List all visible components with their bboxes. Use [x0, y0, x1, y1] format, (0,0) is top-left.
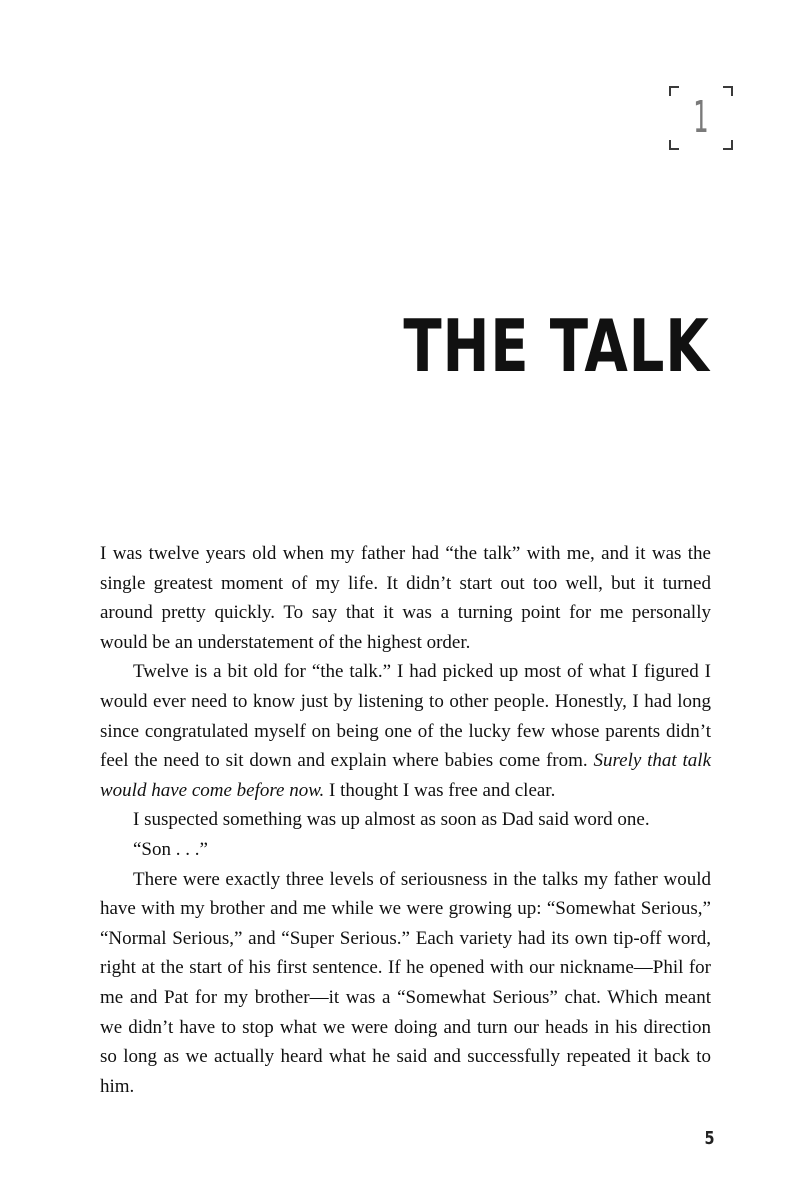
- paragraph-4: “Son . . .”: [133, 838, 208, 860]
- paragraph-2-text-start: Twelve is a bit old for “the talk.” I had picked up most of what I figured I would ever need to know just by listening to other people. Honestly, I had long since congratulated myself on being one of the lucky few whose parents didn’t feel the need to sit down and explain where babies come from.: [100, 661, 711, 772]
- bracket-bottom-left: [669, 140, 679, 150]
- chapter-body: [100, 539, 711, 1101]
- bracket-top-left: [669, 86, 679, 96]
- paragraph-2-italic: Surely that talk would have come before now.: [100, 750, 712, 801]
- paragraph-5: There were exactly three levels of seriousness in the talks my father would have with my brother and me while we were growing up: “Somewhat Serious,” “Normal Serious,” and “Super Serious.” Each variety had its own tip-off word, right at the start of his first sentence. If he opened with our nickname—Phil for me and Pat for my brother—it was a “Somewhat Serious” chat. Which meant we didn’t have to stop what we were doing and turn our heads in his direction so long as we actually heard what he said and successfully repeated it back to him.: [100, 868, 711, 1097]
- paragraph-2-text-end: I thought I was free and clear.: [324, 779, 556, 801]
- bracket-bottom-right: [723, 140, 733, 150]
- chapter-title: THE TALK: [403, 304, 710, 388]
- bracket-top-right: [723, 86, 733, 96]
- chapter-number: 1: [693, 92, 709, 143]
- paragraph-2: [100, 657, 711, 805]
- page-number: 5: [704, 1128, 715, 1149]
- chapter-number-frame: [669, 86, 733, 150]
- paragraph-3: I suspected something was up almost as soon as Dad said word one.: [133, 809, 650, 831]
- paragraph-1: I was twelve years old when my father had “the talk” with me, and it was the single greatest moment of my life. It didn’t start out too well, but it turned around pretty quickly. To say that it was a turning point for me personally would be an understatement of the highest order.: [100, 543, 711, 653]
